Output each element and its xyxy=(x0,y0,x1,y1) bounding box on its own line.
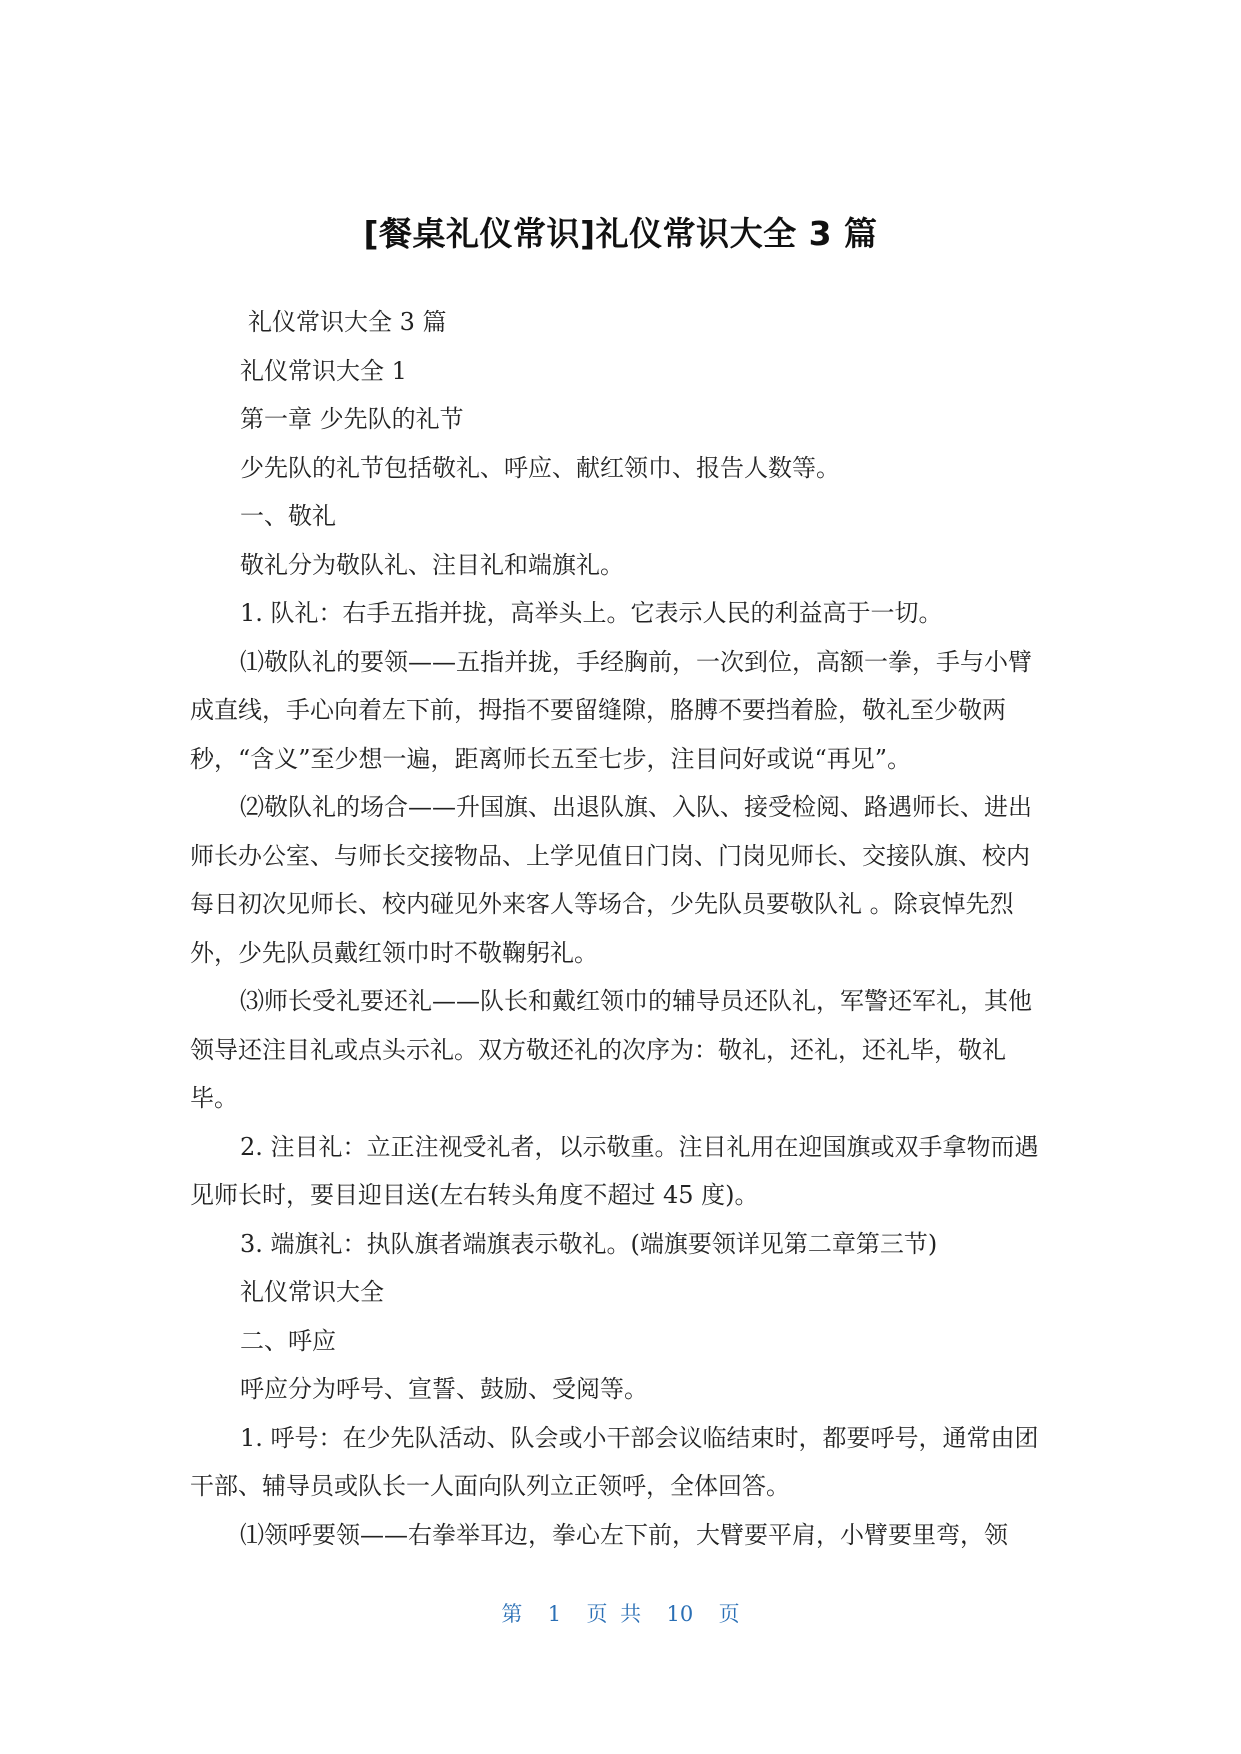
paragraph: ⑴敬队礼的要领——五指并拢，手经胸前，一次到位，高额一拳，手与小臂成直线，手心向着左下前，拇指不要留缝隙，胳膊不要挡着脸，敬礼至少敬两秒，“含义”至少想一遍，距离师长五至七步，注目问好或说“再见”。 xyxy=(190,647,1032,773)
paragraph: 敬礼分为敬队礼、注目礼和端旗礼。 xyxy=(240,550,624,579)
document-body xyxy=(190,298,1050,1559)
paragraph: ⑶师长受礼要还礼——队长和戴红领巾的辅导员还队礼，军警还军礼，其他领导还注目礼或点头示礼。双方敬还礼的次序为：敬礼，还礼，还礼毕，敬礼毕。 xyxy=(190,987,1032,1112)
paragraph: 二、呼应 xyxy=(240,1326,336,1355)
paragraph: 第一章 少先队的礼节 xyxy=(240,405,464,433)
document-title: [餐桌礼仪常识]礼仪常识大全 3 篇 xyxy=(363,214,878,254)
page-number-footer: 第 1 页 共 10 页 xyxy=(501,1602,740,1626)
paragraph: 呼应分为呼号、宣誓、鼓励、受阅等。 xyxy=(240,1375,648,1403)
paragraph: 2. 注目礼：立正注视受礼者，以示敬重。注目礼用在迎国旗或双手拿物而遇见师长时，要目迎目送(左右转头角度不超过 45 度)。 xyxy=(190,1132,1039,1209)
paragraph: 礼仪常识大全 3 篇 xyxy=(248,308,447,336)
paragraph: 一、敬礼 xyxy=(240,502,336,530)
paragraph: 礼仪常识大全 xyxy=(240,1278,384,1306)
paragraph: 1. 队礼：右手五指并拢，高举头上。它表示人民的利益高于一切。 xyxy=(240,599,943,627)
paragraph: 1. 呼号：在少先队活动、队会或小干部会议临结束时，都要呼号，通常由团干部、辅导员或队长一人面向队列立正领呼，全体回答。 xyxy=(190,1423,1039,1500)
paragraph: ⑵敬队礼的场合——升国旗、出退队旗、入队、接受检阅、路遇师长、进出师长办公室、与师长交接物品、上学见值日门岗、门岗见师长、交接队旗、校内每日初次见师长、校内碰见外来客人等场合，少先队员要敬队礼 。除哀悼先烈外，少先队员戴红领巾时不敬鞠躬礼。 xyxy=(190,793,1032,967)
paragraph: 少先队的礼节包括敬礼、呼应、献红领巾、报告人数等。 xyxy=(240,453,840,482)
paragraph: 3. 端旗礼：执队旗者端旗表示敬礼。(端旗要领详见第二章第三节) xyxy=(240,1229,938,1258)
paragraph: ⑴领呼要领——右拳举耳边，拳心左下前，大臂要平肩，小臂要里弯，领 xyxy=(240,1520,1008,1549)
paragraph: 礼仪常识大全 1 xyxy=(240,356,407,385)
